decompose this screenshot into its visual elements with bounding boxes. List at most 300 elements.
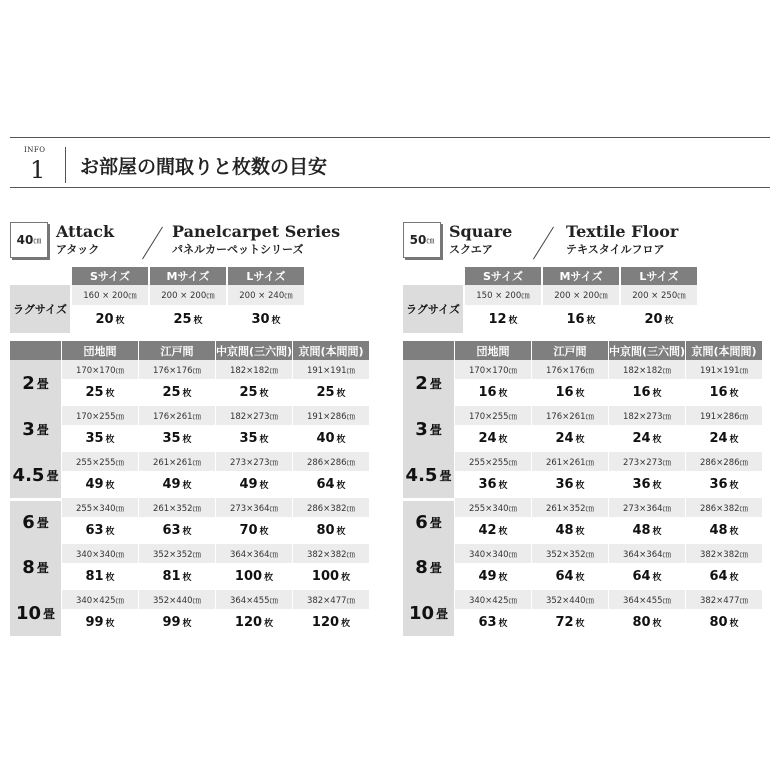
room-dimension: 255×255㎝ xyxy=(455,452,531,471)
rug-sheet-count xyxy=(228,305,304,333)
room-type-header: 江戸間 xyxy=(532,341,608,360)
room-dimension: 176×261㎝ xyxy=(139,406,215,425)
count-value: 16 xyxy=(566,311,585,327)
rug-size-header: Lサイズ xyxy=(621,267,697,285)
room-dimension: 191×191㎝ xyxy=(686,360,762,379)
count-unit: 枚 xyxy=(182,573,192,583)
count-value: 100 xyxy=(311,569,340,584)
room-type-header: 団地間 xyxy=(455,341,531,360)
room-sheet-count xyxy=(609,563,685,590)
tatami-label xyxy=(10,360,61,406)
room-sheet-count xyxy=(686,563,762,590)
count-value: 24 xyxy=(632,431,651,446)
count-unit: 枚 xyxy=(336,435,346,445)
count-value: 48 xyxy=(632,523,651,538)
count-unit: 枚 xyxy=(652,527,662,537)
count-value: 35 xyxy=(85,431,104,446)
count-unit: 枚 xyxy=(729,573,739,583)
room-dimension: 286×286㎝ xyxy=(686,452,762,471)
brand-series-en: Textile Floor xyxy=(566,222,679,241)
tatami-value: 10 xyxy=(15,602,42,624)
count-unit: 枚 xyxy=(259,481,269,491)
rug-sheet-count xyxy=(621,305,697,333)
room-sheet-count xyxy=(686,425,762,452)
room-size-table xyxy=(10,341,369,636)
room-sheet-count xyxy=(62,517,138,544)
room-dimension: 182×182㎝ xyxy=(216,360,292,379)
badge-unit: ㎝ xyxy=(33,235,42,245)
tatami-value: 3 xyxy=(415,418,428,440)
room-dimension: 273×364㎝ xyxy=(609,498,685,517)
count-value: 16 xyxy=(709,385,728,400)
count-value: 30 xyxy=(251,311,270,327)
count-value: 40 xyxy=(316,431,335,446)
room-sheet-count xyxy=(216,379,292,406)
tatami-label xyxy=(10,544,61,590)
count-value: 16 xyxy=(632,385,651,400)
count-unit: 枚 xyxy=(498,527,508,537)
count-value: 64 xyxy=(555,569,574,584)
count-value: 80 xyxy=(632,615,651,630)
room-dimension: 261×352㎝ xyxy=(139,498,215,517)
brand-series-jp: テキスタイルフロア xyxy=(566,243,665,256)
count-value: 24 xyxy=(709,431,728,446)
room-dimension: 182×273㎝ xyxy=(216,406,292,425)
room-dimension: 182×273㎝ xyxy=(609,406,685,425)
tatami-value: 2 xyxy=(22,372,35,394)
room-sheet-count xyxy=(293,471,369,498)
rug-sheet-count xyxy=(465,305,541,333)
tatami-label xyxy=(403,590,454,636)
brand-series-jp: パネルカーペットシリーズ xyxy=(172,243,304,256)
count-value: 35 xyxy=(239,431,258,446)
brand-primary-en: Attack xyxy=(56,222,115,241)
room-sheet-count xyxy=(62,471,138,498)
tatami-unit: 畳 xyxy=(36,376,49,391)
room-sheet-count xyxy=(532,517,608,544)
rug-dimension: 200 × 200㎝ xyxy=(150,285,226,305)
room-type-header: 江戸間 xyxy=(139,341,215,360)
count-unit: 枚 xyxy=(182,619,192,629)
count-value: 24 xyxy=(555,431,574,446)
tatami-unit: 畳 xyxy=(429,560,442,575)
count-unit: 枚 xyxy=(105,573,115,583)
size-badge xyxy=(403,222,441,258)
brand-primary xyxy=(56,222,114,257)
room-dimension: 286×382㎝ xyxy=(293,498,369,517)
brand-slash-divider xyxy=(533,227,554,260)
brand-series-en: Panelcarpet Series xyxy=(172,222,341,241)
tatami-value: 3 xyxy=(22,418,35,440)
count-value: 80 xyxy=(709,615,728,630)
room-dimension: 255×255㎝ xyxy=(62,452,138,471)
header-top-rule xyxy=(10,137,770,138)
room-sheet-count xyxy=(532,379,608,406)
count-value: 25 xyxy=(162,385,181,400)
count-value: 25 xyxy=(85,385,104,400)
room-sheet-count xyxy=(139,609,215,636)
count-unit: 枚 xyxy=(341,573,351,583)
room-dimension: 286×286㎝ xyxy=(293,452,369,471)
room-dimension: 255×340㎝ xyxy=(62,498,138,517)
room-sheet-count xyxy=(62,425,138,452)
room-dimension: 261×352㎝ xyxy=(532,498,608,517)
count-unit: 枚 xyxy=(586,315,596,326)
room-dimension: 340×340㎝ xyxy=(62,544,138,563)
count-value: 70 xyxy=(239,523,258,538)
count-unit: 枚 xyxy=(652,435,662,445)
tatami-label xyxy=(10,406,61,452)
tatami-value: 2 xyxy=(415,372,428,394)
count-value: 48 xyxy=(555,523,574,538)
room-sheet-count xyxy=(686,609,762,636)
room-dimension: 273×273㎝ xyxy=(609,452,685,471)
room-dimension: 286×382㎝ xyxy=(686,498,762,517)
room-dimension: 352×352㎝ xyxy=(532,544,608,563)
count-value: 16 xyxy=(555,385,574,400)
info-number: 1 xyxy=(30,156,46,184)
count-unit: 枚 xyxy=(182,481,192,491)
room-dimension: 191×191㎝ xyxy=(293,360,369,379)
room-sheet-count xyxy=(609,471,685,498)
room-sheet-count xyxy=(293,425,369,452)
count-unit: 枚 xyxy=(575,573,585,583)
header-bottom-rule xyxy=(10,187,770,188)
room-type-header: 団地間 xyxy=(62,341,138,360)
room-sheet-count xyxy=(62,563,138,590)
rug-size-table xyxy=(10,267,304,333)
tatami-unit: 畳 xyxy=(43,606,56,621)
count-unit: 枚 xyxy=(336,389,346,399)
tatami-label xyxy=(403,360,454,406)
count-value: 48 xyxy=(709,523,728,538)
count-value: 120 xyxy=(311,615,340,630)
tatami-value: 10 xyxy=(408,602,435,624)
rug-dimension: 200 × 200㎝ xyxy=(543,285,619,305)
count-unit: 枚 xyxy=(182,435,192,445)
count-value: 36 xyxy=(709,477,728,492)
count-unit: 枚 xyxy=(336,481,346,491)
room-sheet-count xyxy=(455,609,531,636)
count-unit: 枚 xyxy=(652,389,662,399)
tatami-unit: 畳 xyxy=(429,422,442,437)
count-value: 36 xyxy=(555,477,574,492)
count-unit: 枚 xyxy=(575,619,585,629)
room-sheet-count xyxy=(62,379,138,406)
tatami-value: 8 xyxy=(415,556,428,578)
room-sheet-count xyxy=(216,425,292,452)
room-sheet-count xyxy=(293,609,369,636)
rug-size-label: ラグサイズ xyxy=(403,285,463,333)
count-value: 81 xyxy=(162,569,181,584)
count-value: 81 xyxy=(85,569,104,584)
count-value: 80 xyxy=(316,523,335,538)
count-unit: 枚 xyxy=(729,435,739,445)
count-unit: 枚 xyxy=(105,527,115,537)
room-sheet-count xyxy=(293,517,369,544)
rug-size-label: ラグサイズ xyxy=(10,285,70,333)
tatami-value: 6 xyxy=(415,512,428,533)
count-unit: 枚 xyxy=(105,389,115,399)
count-value: 64 xyxy=(632,569,651,584)
room-dimension: 170×255㎝ xyxy=(455,406,531,425)
count-value: 25 xyxy=(239,385,258,400)
count-value: 12 xyxy=(488,311,507,327)
count-unit: 枚 xyxy=(575,527,585,537)
count-value: 49 xyxy=(85,477,104,492)
badge-size: 50 xyxy=(409,233,427,247)
count-value: 20 xyxy=(644,311,663,327)
count-unit: 枚 xyxy=(115,315,125,326)
count-unit: 枚 xyxy=(105,481,115,491)
room-dimension: 382×382㎝ xyxy=(293,544,369,563)
room-sheet-count xyxy=(216,563,292,590)
room-sheet-count xyxy=(216,609,292,636)
room-sheet-count xyxy=(532,471,608,498)
room-sheet-count xyxy=(686,517,762,544)
product-panel xyxy=(10,222,370,642)
count-value: 36 xyxy=(478,477,497,492)
tatami-value: 6 xyxy=(22,512,35,533)
count-unit: 枚 xyxy=(193,315,203,326)
badge-unit: ㎝ xyxy=(426,235,435,245)
badge-size: 40 xyxy=(16,233,34,247)
room-dimension: 340×340㎝ xyxy=(455,544,531,563)
room-dimension: 364×364㎝ xyxy=(216,544,292,563)
count-value: 63 xyxy=(85,523,104,538)
room-dimension: 340×425㎝ xyxy=(62,590,138,609)
count-unit: 枚 xyxy=(652,619,662,629)
tatami-label xyxy=(403,452,454,498)
rug-dimension: 160 × 200㎝ xyxy=(72,285,148,305)
count-unit: 枚 xyxy=(729,527,739,537)
product-panel xyxy=(403,222,763,642)
count-unit: 枚 xyxy=(498,619,508,629)
room-sheet-count xyxy=(532,609,608,636)
room-type-header: 中京間(三六間) xyxy=(216,341,292,360)
count-unit: 枚 xyxy=(498,435,508,445)
count-value: 64 xyxy=(316,477,335,492)
count-value: 64 xyxy=(709,569,728,584)
room-dimension: 191×286㎝ xyxy=(293,406,369,425)
count-unit: 枚 xyxy=(729,619,739,629)
room-dimension: 382×382㎝ xyxy=(686,544,762,563)
count-unit: 枚 xyxy=(575,389,585,399)
tatami-unit: 畳 xyxy=(36,516,49,530)
rug-corner xyxy=(403,267,463,285)
room-sheet-count xyxy=(609,379,685,406)
room-dimension: 352×440㎝ xyxy=(139,590,215,609)
info-label: INFO xyxy=(24,146,46,154)
count-value: 72 xyxy=(555,615,574,630)
tatami-unit: 畳 xyxy=(46,468,59,483)
room-sheet-count xyxy=(139,425,215,452)
tatami-unit: 畳 xyxy=(429,376,442,391)
room-sheet-count xyxy=(532,425,608,452)
room-dimension: 352×352㎝ xyxy=(139,544,215,563)
room-sheet-count xyxy=(139,471,215,498)
room-sheet-count xyxy=(455,471,531,498)
room-dimension: 364×364㎝ xyxy=(609,544,685,563)
room-sheet-count xyxy=(532,563,608,590)
count-value: 99 xyxy=(162,615,181,630)
rug-size-header: Sサイズ xyxy=(72,267,148,285)
rug-size-header: Mサイズ xyxy=(150,267,226,285)
count-unit: 枚 xyxy=(575,435,585,445)
count-unit: 枚 xyxy=(271,315,281,326)
rug-sheet-count xyxy=(543,305,619,333)
count-value: 20 xyxy=(95,311,114,327)
rug-size-table xyxy=(403,267,697,333)
count-value: 42 xyxy=(478,523,497,538)
count-unit: 枚 xyxy=(508,315,518,326)
tatami-label xyxy=(10,498,61,544)
tatami-unit: 畳 xyxy=(429,516,442,530)
room-dimension: 170×170㎝ xyxy=(62,360,138,379)
count-unit: 枚 xyxy=(729,389,739,399)
brand-primary-en: Square xyxy=(449,222,513,241)
count-value: 49 xyxy=(478,569,497,584)
tatami-label xyxy=(403,498,454,544)
count-unit: 枚 xyxy=(729,481,739,491)
room-sheet-count xyxy=(609,517,685,544)
count-value: 25 xyxy=(173,311,192,327)
count-value: 63 xyxy=(162,523,181,538)
count-unit: 枚 xyxy=(498,481,508,491)
room-sheet-count xyxy=(216,517,292,544)
rug-corner xyxy=(10,267,70,285)
tatami-label xyxy=(403,406,454,452)
info-separator xyxy=(65,147,66,183)
room-sheet-count xyxy=(686,471,762,498)
count-unit: 枚 xyxy=(264,619,274,629)
tatami-value: 4.5 xyxy=(405,464,438,486)
room-sheet-count xyxy=(455,425,531,452)
tatami-unit: 畳 xyxy=(36,422,49,437)
room-dimension: 382×477㎝ xyxy=(686,590,762,609)
tatami-value: 4.5 xyxy=(12,464,45,486)
count-unit: 枚 xyxy=(575,481,585,491)
count-value: 16 xyxy=(478,385,497,400)
count-unit: 枚 xyxy=(498,389,508,399)
room-sheet-count xyxy=(216,471,292,498)
count-unit: 枚 xyxy=(182,389,192,399)
rug-size-header: Mサイズ xyxy=(543,267,619,285)
rug-sheet-count xyxy=(72,305,148,333)
room-sheet-count xyxy=(609,609,685,636)
room-dimension: 364×455㎝ xyxy=(216,590,292,609)
room-size-table xyxy=(403,341,762,636)
count-unit: 枚 xyxy=(259,389,269,399)
count-value: 120 xyxy=(234,615,263,630)
count-unit: 枚 xyxy=(105,435,115,445)
rug-dimension: 150 × 200㎝ xyxy=(465,285,541,305)
page-title: お部屋の間取りと枚数の目安 xyxy=(80,156,328,178)
count-unit: 枚 xyxy=(264,573,274,583)
room-type-header: 京間(本間間) xyxy=(686,341,762,360)
room-sheet-count xyxy=(609,425,685,452)
count-value: 25 xyxy=(316,385,335,400)
room-sheet-count xyxy=(455,563,531,590)
room-corner xyxy=(10,341,61,360)
tatami-label xyxy=(10,590,61,636)
room-sheet-count xyxy=(139,379,215,406)
room-sheet-count xyxy=(139,563,215,590)
count-value: 100 xyxy=(234,569,263,584)
rug-dimension: 200 × 240㎝ xyxy=(228,285,304,305)
room-dimension: 273×273㎝ xyxy=(216,452,292,471)
count-unit: 枚 xyxy=(336,527,346,537)
count-unit: 枚 xyxy=(341,619,351,629)
tatami-value: 8 xyxy=(22,556,35,578)
rug-size-header: Lサイズ xyxy=(228,267,304,285)
room-dimension: 273×364㎝ xyxy=(216,498,292,517)
brand-primary xyxy=(449,222,512,257)
room-dimension: 182×182㎝ xyxy=(609,360,685,379)
tatami-unit: 畳 xyxy=(36,560,49,575)
room-sheet-count xyxy=(62,609,138,636)
room-dimension: 170×255㎝ xyxy=(62,406,138,425)
count-unit: 枚 xyxy=(259,527,269,537)
room-dimension: 261×261㎝ xyxy=(139,452,215,471)
count-unit: 枚 xyxy=(652,481,662,491)
rug-dimension: 200 × 250㎝ xyxy=(621,285,697,305)
room-dimension: 176×176㎝ xyxy=(139,360,215,379)
count-unit: 枚 xyxy=(105,619,115,629)
count-unit: 枚 xyxy=(259,435,269,445)
count-unit: 枚 xyxy=(182,527,192,537)
room-type-header: 京間(本間間) xyxy=(293,341,369,360)
room-dimension: 191×286㎝ xyxy=(686,406,762,425)
count-value: 49 xyxy=(162,477,181,492)
count-value: 36 xyxy=(632,477,651,492)
count-value: 49 xyxy=(239,477,258,492)
room-dimension: 364×455㎝ xyxy=(609,590,685,609)
room-dimension: 261×261㎝ xyxy=(532,452,608,471)
tatami-unit: 畳 xyxy=(439,468,452,483)
brand-series xyxy=(566,222,678,257)
room-sheet-count xyxy=(293,379,369,406)
rug-size-header: Sサイズ xyxy=(465,267,541,285)
count-unit: 枚 xyxy=(498,573,508,583)
count-unit: 枚 xyxy=(664,315,674,326)
room-sheet-count xyxy=(455,517,531,544)
count-value: 63 xyxy=(478,615,497,630)
brand-slash-divider xyxy=(142,227,163,260)
room-sheet-count xyxy=(455,379,531,406)
room-dimension: 352×440㎝ xyxy=(532,590,608,609)
room-dimension: 340×425㎝ xyxy=(455,590,531,609)
room-dimension: 176×176㎝ xyxy=(532,360,608,379)
room-dimension: 255×340㎝ xyxy=(455,498,531,517)
tatami-unit: 畳 xyxy=(436,606,449,621)
size-badge xyxy=(10,222,48,258)
room-dimension: 176×261㎝ xyxy=(532,406,608,425)
room-corner xyxy=(403,341,454,360)
room-dimension: 170×170㎝ xyxy=(455,360,531,379)
count-value: 24 xyxy=(478,431,497,446)
room-dimension: 382×477㎝ xyxy=(293,590,369,609)
count-value: 35 xyxy=(162,431,181,446)
count-value: 99 xyxy=(85,615,104,630)
rug-sheet-count xyxy=(150,305,226,333)
brand-series xyxy=(172,222,340,257)
room-sheet-count xyxy=(293,563,369,590)
tatami-label xyxy=(403,544,454,590)
count-unit: 枚 xyxy=(652,573,662,583)
room-sheet-count xyxy=(686,379,762,406)
brand-primary-jp: スクエア xyxy=(449,243,493,256)
